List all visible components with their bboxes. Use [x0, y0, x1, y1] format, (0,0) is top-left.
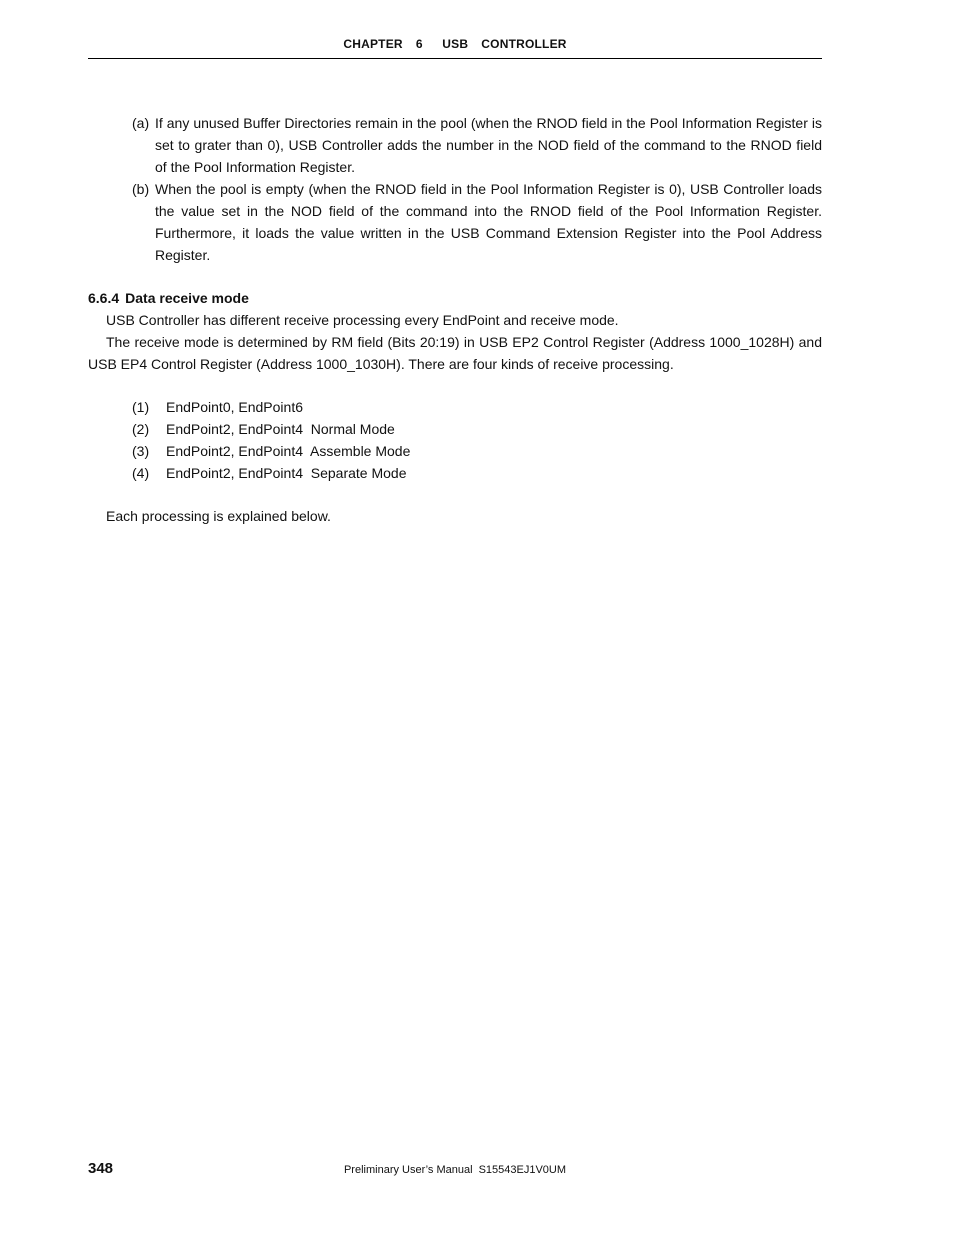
- manual-title: Preliminary User’s Manual: [343, 1164, 473, 1176]
- page-footer: [88, 1164, 822, 1176]
- document-id: S15543EJ1V0UM: [478, 1164, 567, 1176]
- section-heading: [88, 287, 249, 309]
- list-item-text: EndPoint0, EndPoint6: [166, 399, 303, 415]
- list-item-text: EndPoint2, EndPoint4 Assemble Mode: [166, 443, 411, 459]
- pool-case-list: [132, 112, 822, 266]
- list-item-text: EndPoint2, EndPoint4 Separate Mode: [166, 465, 407, 481]
- section-number: 6.6.4: [88, 290, 120, 306]
- receive-mode-list: [132, 396, 822, 484]
- list-item: [132, 396, 822, 418]
- list-marker: (b): [132, 181, 150, 197]
- paragraph: The receive mode is determined by RM field (Bits 20:19) in USB EP2 Control Register (Address 1000_1028H) and USB EP4 Control Register (Address 1000_1030H). There are four kinds of receive processing.: [88, 334, 822, 372]
- list-marker: (1): [132, 399, 150, 415]
- list-marker: (a): [132, 115, 150, 131]
- page-number: 348: [88, 1160, 114, 1177]
- closing-sentence: Each processing is explained below.: [106, 508, 331, 524]
- page-header: [88, 37, 822, 51]
- paragraph: USB Controller has different receive processing every EndPoint and receive mode.: [106, 312, 619, 328]
- pool-case-item-b: [132, 178, 822, 266]
- list-item: [132, 440, 822, 462]
- section-body: [88, 309, 822, 375]
- list-item-text: EndPoint2, EndPoint4 Normal Mode: [166, 421, 395, 437]
- pool-case-item-a: [132, 112, 822, 178]
- list-item-text: When the pool is empty (when the RNOD field in the Pool Information Register is 0), USB Controller loads the value set in the NOD field of the command into the RNOD field of the Pool Information Register. Furthermore, it loads the value written in the USB Command Extension Register into the Pool Address Register.: [155, 181, 822, 263]
- list-marker: (4): [132, 465, 150, 481]
- chapter-title: CHAPTER 6 USB CONTROLLER: [343, 37, 567, 51]
- list-marker: (3): [132, 443, 150, 459]
- list-item-text: If any unused Buffer Directories remain in the pool (when the RNOD field in the Pool Information Register is set to grater than 0), USB Controller adds the number in the NOD field of the command to the RNOD field of the Pool Information Register.: [155, 115, 822, 175]
- list-item: [132, 418, 822, 440]
- list-item: [132, 462, 822, 484]
- section-title: Data receive mode: [125, 290, 249, 306]
- header-divider: [88, 58, 822, 59]
- list-marker: (2): [132, 421, 150, 437]
